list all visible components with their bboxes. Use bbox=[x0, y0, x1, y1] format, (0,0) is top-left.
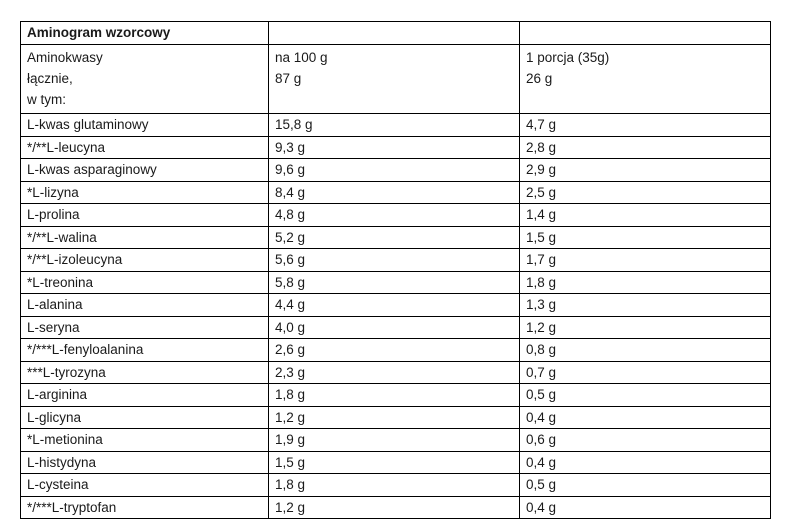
table-row bbox=[21, 339, 771, 362]
portion-value-cell: 2,5 g bbox=[520, 181, 771, 204]
amino-acid-name-cell: L-prolina bbox=[21, 204, 269, 227]
table-row bbox=[21, 496, 771, 519]
amino-acid-name-cell: L-cysteina bbox=[21, 474, 269, 497]
per100-value-cell: 2,3 g bbox=[269, 361, 520, 384]
per100-value-cell: 5,6 g bbox=[269, 249, 520, 272]
portion-value-cell: 0,4 g bbox=[520, 496, 771, 519]
portion-value-cell: 1,2 g bbox=[520, 316, 771, 339]
amino-acid-name-cell: ***L-tyrozyna bbox=[21, 361, 269, 384]
amino-acid-name-cell: *L-lizyna bbox=[21, 181, 269, 204]
portion-value-cell: 1,4 g bbox=[520, 204, 771, 227]
table-row bbox=[21, 384, 771, 407]
portion-value-cell: 4,7 g bbox=[520, 114, 771, 137]
table-header-row bbox=[21, 22, 771, 45]
total-label-line: Aminokwasy bbox=[27, 50, 103, 65]
table-row bbox=[21, 114, 771, 137]
total-label-line: w tym: bbox=[27, 92, 66, 107]
amino-acid-name-cell: */***L-tryptofan bbox=[21, 496, 269, 519]
amino-acid-name-cell: L-alanina bbox=[21, 294, 269, 317]
total-amino-acids-row bbox=[21, 45, 771, 114]
per100-total-value: 87 g bbox=[275, 71, 302, 86]
portion-value-cell: 0,5 g bbox=[520, 384, 771, 407]
portion-value-cell: 0,7 g bbox=[520, 361, 771, 384]
amino-acid-name-cell: *L-treonina bbox=[21, 271, 269, 294]
per100-value-cell: 1,8 g bbox=[269, 384, 520, 407]
amino-acid-name-cell: */**L-leucyna bbox=[21, 136, 269, 159]
amino-acid-name-cell: L-histydyna bbox=[21, 451, 269, 474]
table-row bbox=[21, 361, 771, 384]
portion-value-cell: 0,5 g bbox=[520, 474, 771, 497]
per100-value-cell: 4,8 g bbox=[269, 204, 520, 227]
amino-acid-name-cell: */***L-fenyloalanina bbox=[21, 339, 269, 362]
per100-value-cell: 4,4 g bbox=[269, 294, 520, 317]
aminogram-table bbox=[20, 21, 771, 519]
amino-acid-name-cell: L-seryna bbox=[21, 316, 269, 339]
per100-value-cell: 8,4 g bbox=[269, 181, 520, 204]
table-row bbox=[21, 316, 771, 339]
table-row bbox=[21, 429, 771, 452]
per100-value-cell: 1,8 g bbox=[269, 474, 520, 497]
table-row bbox=[21, 271, 771, 294]
portion-value-cell: 0,6 g bbox=[520, 429, 771, 452]
table-row bbox=[21, 136, 771, 159]
table-row bbox=[21, 226, 771, 249]
table-row bbox=[21, 181, 771, 204]
table-row bbox=[21, 249, 771, 272]
amino-acid-name-cell: L-glicyna bbox=[21, 406, 269, 429]
per100-value-cell: 15,8 g bbox=[269, 114, 520, 137]
table-row bbox=[21, 294, 771, 317]
per100-value-cell: 5,2 g bbox=[269, 226, 520, 249]
portion-value-cell: 1,5 g bbox=[520, 226, 771, 249]
amino-acid-name-cell: L-kwas asparaginowy bbox=[21, 159, 269, 182]
amino-acid-name-cell: L-arginina bbox=[21, 384, 269, 407]
per100-value-cell: 4,0 g bbox=[269, 316, 520, 339]
header-empty-cell bbox=[520, 22, 771, 45]
table-row bbox=[21, 451, 771, 474]
portion-value-cell: 0,4 g bbox=[520, 406, 771, 429]
portion-value-cell: 1,3 g bbox=[520, 294, 771, 317]
total-label-line: łącznie, bbox=[27, 71, 73, 86]
per100-value-cell: 1,9 g bbox=[269, 429, 520, 452]
table-row bbox=[21, 159, 771, 182]
aminogram-table-body bbox=[21, 22, 771, 519]
per100-value-cell: 2,6 g bbox=[269, 339, 520, 362]
per100-value-cell: 9,3 g bbox=[269, 136, 520, 159]
portion-value-cell: 2,8 g bbox=[520, 136, 771, 159]
portion-value-cell: 2,9 g bbox=[520, 159, 771, 182]
per100-value-cell: 9,6 g bbox=[269, 159, 520, 182]
per100-value-cell: 1,2 g bbox=[269, 406, 520, 429]
per100-heading: na 100 g bbox=[275, 50, 328, 65]
per100-value-cell: 5,8 g bbox=[269, 271, 520, 294]
amino-acid-name-cell: L-kwas glutaminowy bbox=[21, 114, 269, 137]
amino-acid-name-cell: */**L-izoleucyna bbox=[21, 249, 269, 272]
total-label-cell bbox=[21, 45, 269, 114]
table-row bbox=[21, 204, 771, 227]
per100-value-cell: 1,2 g bbox=[269, 496, 520, 519]
portion-total-value: 26 g bbox=[526, 71, 553, 86]
portion-heading: 1 porcja (35g) bbox=[526, 50, 610, 65]
table-row bbox=[21, 406, 771, 429]
table-title: Aminogram wzorcowy bbox=[21, 22, 269, 45]
amino-acid-name-cell: *L-metionina bbox=[21, 429, 269, 452]
portion-value-cell: 1,7 g bbox=[520, 249, 771, 272]
total-portion-cell bbox=[520, 45, 771, 114]
per100-value-cell: 1,5 g bbox=[269, 451, 520, 474]
portion-value-cell: 1,8 g bbox=[520, 271, 771, 294]
header-empty-cell bbox=[269, 22, 520, 45]
table-row bbox=[21, 474, 771, 497]
total-per100-cell bbox=[269, 45, 520, 114]
portion-value-cell: 0,4 g bbox=[520, 451, 771, 474]
amino-acid-name-cell: */**L-walina bbox=[21, 226, 269, 249]
portion-value-cell: 0,8 g bbox=[520, 339, 771, 362]
